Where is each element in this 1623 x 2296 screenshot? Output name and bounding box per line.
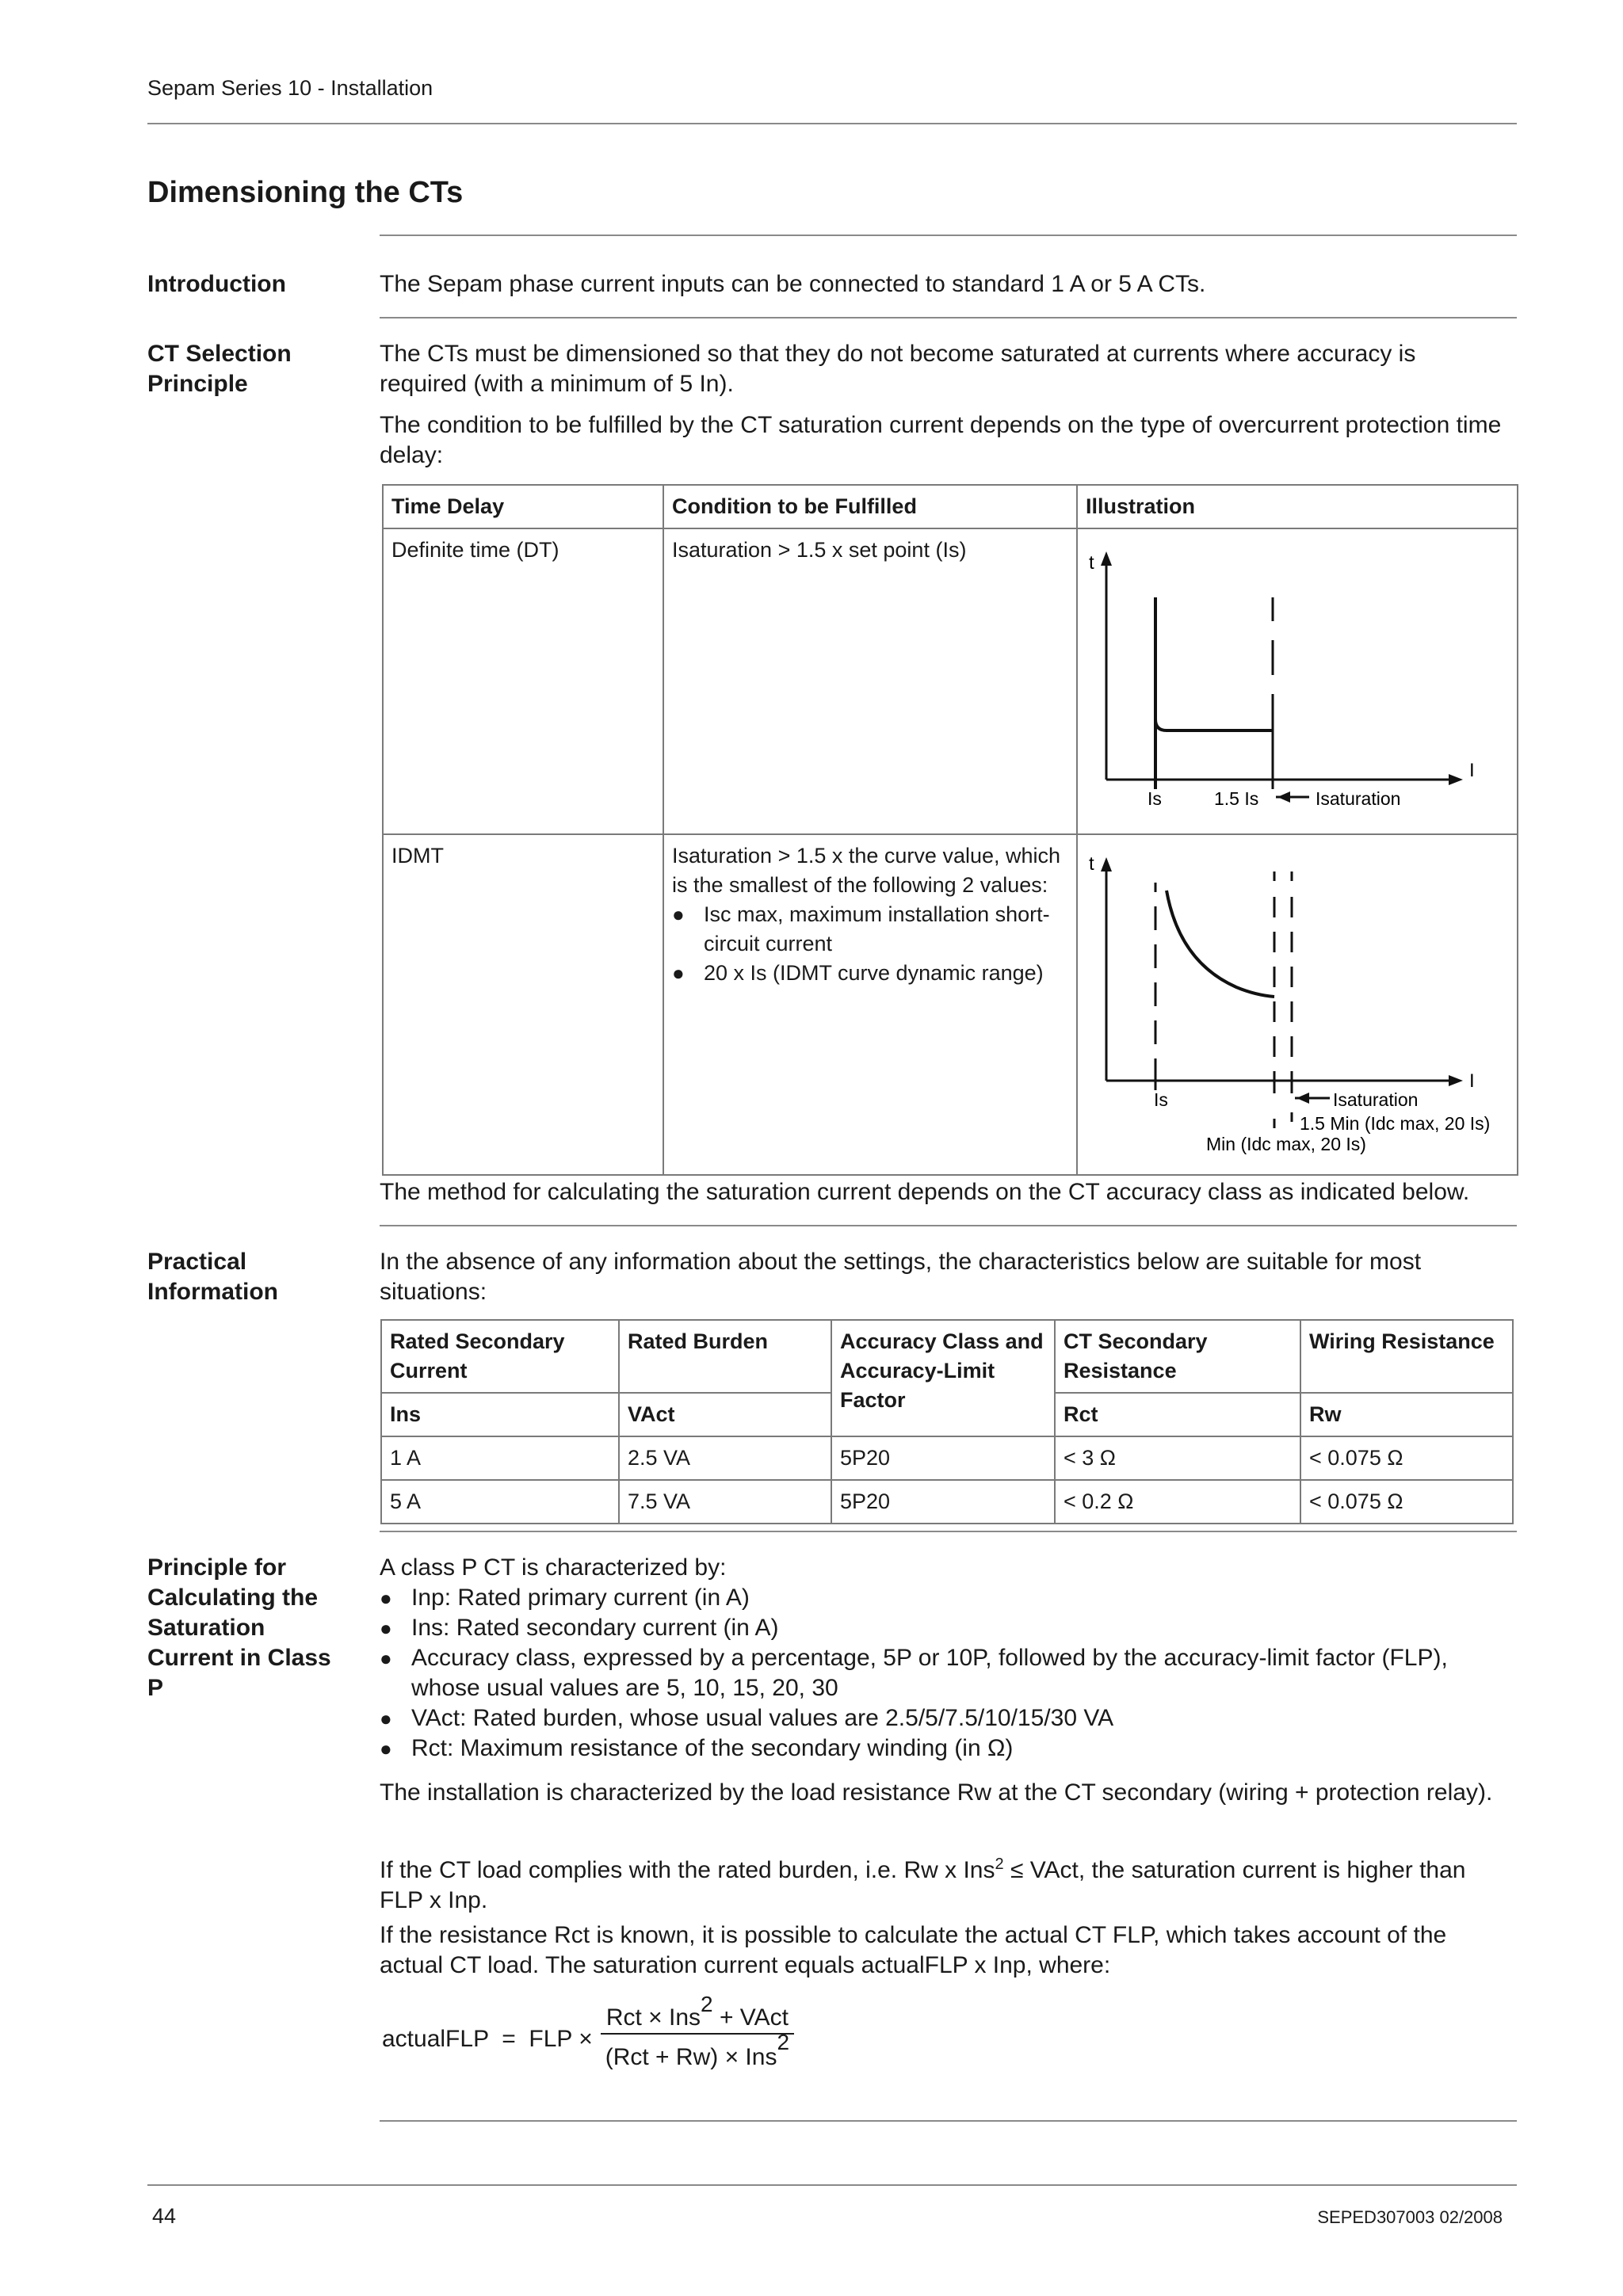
running-header: Sepam Series 10 - Installation — [147, 76, 433, 100]
table-row — [383, 834, 1518, 1175]
idmt-condition-intro: Isaturation > 1.5 x the curve value, which is the smallest of the following 2 values: — [672, 844, 1061, 897]
th-ct-secondary-resistance: CT Secondary Resistance — [1055, 1320, 1300, 1393]
list-item — [380, 1583, 1505, 1613]
formula-lhs: actualFLP = FLP × — [382, 2026, 593, 2052]
dt-t-label: t — [1089, 552, 1094, 574]
classp-intro: A class P CT is characterized by: — [380, 1554, 727, 1581]
table-cell: 5P20 — [831, 1480, 1055, 1524]
list-item — [380, 1703, 1505, 1733]
classp-list — [380, 1583, 1505, 1764]
table-cell: 7.5 VA — [619, 1480, 831, 1524]
formula-den-a: (Rct + Rw) × Ins — [605, 2044, 777, 2070]
classp-bullet-4: VAct: Rated burden, whose usual values are 2.5/5/7.5/10/15/30 VA — [411, 1705, 1114, 1731]
classp-rule — [380, 2120, 1517, 2122]
classp-bullet-1: Inp: Rated primary current (in A) — [411, 1585, 750, 1611]
practical-label: Practical Information — [147, 1249, 278, 1305]
table-cell: 5P20 — [831, 1436, 1055, 1480]
ct-characteristics-table — [380, 1319, 1514, 1524]
idmt-isat-label: Isaturation — [1333, 1089, 1419, 1110]
dt-illustration — [1077, 528, 1518, 834]
classp-p2-sup: 2 — [995, 1855, 1004, 1873]
header-rule — [147, 123, 1517, 124]
formula-num-a: Rct × Ins — [605, 2004, 701, 2031]
table-cell: < 3 Ω — [1055, 1436, 1300, 1480]
formula-denominator — [601, 2030, 794, 2071]
th-rated-burden: Rated Burden — [619, 1320, 831, 1393]
bullet-icon: ● — [672, 902, 685, 926]
table-cell: 2.5 VA — [619, 1436, 831, 1480]
practical-text: In the absence of any information about the settings, the characteristics below are suitable for most situations: — [380, 1249, 1422, 1305]
selection-rule — [380, 1225, 1517, 1226]
idmt-condition — [663, 834, 1077, 1175]
intro-rule — [380, 317, 1517, 318]
time-delay-table — [382, 484, 1518, 1176]
th-rct: Rct — [1055, 1393, 1300, 1436]
formula-num-sup: 2 — [701, 1992, 713, 2016]
table-cell: < 0.075 Ω — [1300, 1436, 1513, 1480]
formula-num-b: + VAct — [712, 2004, 789, 2031]
classp-p2a: If the CT load complies with the rated burden, i.e. Rw x Ins — [380, 1857, 995, 1883]
classp-bullet-2: Ins: Rated secondary current (in A) — [411, 1615, 779, 1641]
idmt-bullet-2: 20 x Is (IDMT curve dynamic range) — [704, 961, 1044, 985]
classp-bullet-5: Rct: Maximum resistance of the secondary winding (in Ω) — [411, 1735, 1014, 1761]
page-title: Dimensioning the CTs — [147, 176, 464, 209]
actual-flp-formula — [382, 1992, 794, 2071]
list-item — [672, 900, 1068, 959]
classp-label: Principle for Calculating the Saturation Current in Class P — [147, 1554, 331, 1701]
title-rule — [380, 235, 1517, 236]
classp-p1: The installation is characterized by the load resistance Rw at the CT secondary (wiring + protection relay). — [380, 1779, 1493, 1806]
dt-delay: Definite time (DT) — [383, 528, 663, 834]
selection-p2: The condition to be fulfilled by the CT saturation current depends on the type of overcurrent protection time delay: — [380, 412, 1502, 468]
idmt-t-label: t — [1089, 853, 1094, 875]
th-wiring-resistance: Wiring Resistance — [1300, 1320, 1513, 1393]
idmt-illustration — [1077, 834, 1518, 1175]
th-vact: VAct — [619, 1393, 831, 1436]
formula-numerator — [601, 1992, 793, 2031]
selection-p1: The CTs must be dimensioned so that they do not become saturated at currents where accuracy is required (with a minimum of 5 In). — [380, 341, 1416, 397]
th-rw: Rw — [1300, 1393, 1513, 1436]
intro-text: The Sepam phase current inputs can be connected to standard 1 A or 5 A CTs. — [380, 271, 1206, 297]
list-item — [380, 1733, 1505, 1764]
fraction-bar — [601, 2033, 794, 2035]
bullet-icon: ● — [380, 1737, 392, 1760]
th-rated-secondary-current: Rated Secondary Current — [381, 1320, 619, 1393]
table-row — [381, 1480, 1513, 1524]
classp-p2 — [380, 1849, 1505, 1916]
dt-curve-diagram — [1078, 529, 1517, 826]
bullet-icon: ● — [380, 1586, 392, 1610]
dt-isat-label: Isaturation — [1316, 788, 1401, 809]
th-ins: Ins — [381, 1393, 619, 1436]
bullet-icon: ● — [672, 961, 685, 985]
idmt-min-label: Min (Idc max, 20 Is) — [1206, 1134, 1366, 1154]
th-condition: Condition to be Fulfilled — [663, 485, 1077, 528]
dt-i-label: I — [1469, 760, 1475, 781]
dt-15is-label: 1.5 Is — [1214, 788, 1259, 809]
th-time-delay: Time Delay — [383, 485, 663, 528]
classp-p2b: ≤ VAct, the saturation current is higher than FLP x Inp. — [380, 1857, 1466, 1913]
classp-bullet-3: Accuracy class, expressed by a percentage, 5P or 10P, followed by the accuracy-limit factor (FLP), whose usual values are 5, 10, 15, 20, 30 — [411, 1645, 1448, 1701]
classp-p3: If the resistance Rct is known, it is possible to calculate the actual CT FLP, which takes account of the actual CT load. The saturation current equals actualFLP x Inp, where: — [380, 1922, 1447, 1978]
idmt-min15-label: 1.5 Min (Idc max, 20 Is) — [1300, 1113, 1491, 1134]
table-cell: 1 A — [381, 1436, 619, 1480]
th-illustration: Illustration — [1077, 485, 1518, 528]
bullet-icon: ● — [380, 1707, 392, 1730]
table-cell: < 0.2 Ω — [1055, 1480, 1300, 1524]
idmt-i-label: I — [1469, 1070, 1475, 1092]
formula-den-sup: 2 — [777, 2030, 790, 2054]
dt-is-label: Is — [1148, 788, 1162, 809]
bullet-icon: ● — [380, 1616, 392, 1640]
bullet-icon: ● — [380, 1646, 392, 1670]
formula-fraction — [601, 1992, 794, 2071]
idmt-bullet-1: Isc max, maximum installation short-circuit current — [704, 902, 1050, 955]
idmt-is-label: Is — [1154, 1089, 1168, 1110]
idmt-delay: IDMT — [383, 834, 663, 1175]
table-cell: 5 A — [381, 1480, 619, 1524]
selection-after: The method for calculating the saturation current depends on the CT accuracy class as indicated below. — [380, 1179, 1470, 1205]
page-number: 44 — [152, 2204, 177, 2228]
footer-rule — [147, 2184, 1517, 2186]
list-item — [672, 959, 1068, 988]
th-accuracy-class: Accuracy Class and Accuracy-Limit Factor — [831, 1320, 1055, 1436]
practical-rule — [380, 1531, 1517, 1532]
table-row — [381, 1436, 1513, 1480]
list-item — [380, 1613, 1505, 1643]
intro-label: Introduction — [147, 271, 286, 297]
table-header-row — [383, 485, 1518, 528]
list-item — [380, 1643, 1505, 1703]
table-row — [383, 528, 1518, 834]
idmt-curve-diagram — [1078, 835, 1517, 1166]
document-reference: SEPED307003 02/2008 — [1317, 2207, 1503, 2227]
table-cell: < 0.075 Ω — [1300, 1480, 1513, 1524]
selection-label: CT Selection Principle — [147, 341, 292, 397]
dt-condition: Isaturation > 1.5 x set point (Is) — [663, 528, 1077, 834]
table-header-row — [381, 1320, 1513, 1393]
